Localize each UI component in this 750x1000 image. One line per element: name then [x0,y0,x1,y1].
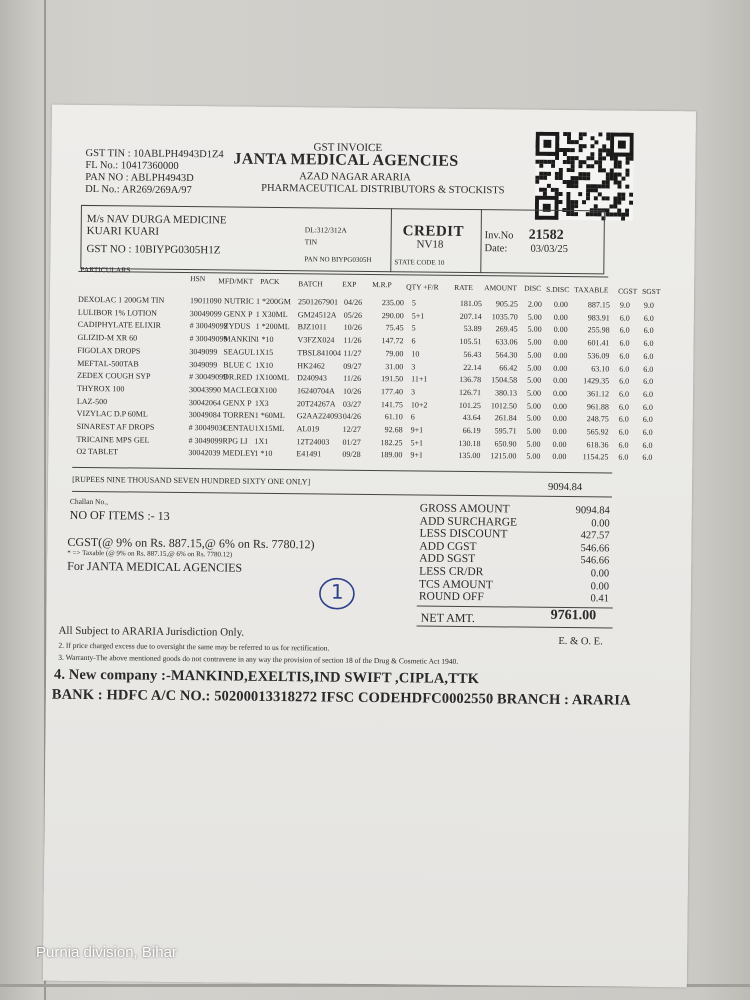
table-cell: 6.0 [643,364,654,374]
table-cell: 650.90 [494,438,517,449]
table-cell: 565.92 [586,427,609,437]
table-cell: 75.45 [385,323,404,333]
table-cell: 01/27 [342,437,361,447]
table-cell: AL019 [296,424,320,434]
table-cell: 6.0 [619,325,630,336]
col-mfd: MFD/MKT [218,276,254,286]
table-cell: 05/26 [343,310,363,320]
table-cell: 9+1 [410,425,424,435]
table-cell: 30049084 [188,410,221,420]
table-cell: 63.10 [591,363,610,373]
table-cell: SINAREST AF DROPS [76,421,155,432]
table-cell: 6.0 [619,313,630,323]
table-cell: 6.0 [619,364,630,374]
table-cell: LULIBOR 1% LOTION [77,307,157,318]
new-company-note: 4. New company :-MANKIND,EXELTIS,IND SWIFT ,CIPLA,TTK [53,666,480,688]
table-cell: 09/27 [343,361,362,371]
table-cell: 0.00 [553,299,568,310]
table-cell: 5.00 [526,452,541,462]
note-2: 2. If price charged excess due to oversight the same may be referred to us for rectification. [58,640,330,653]
total-value: 546.66 [580,555,610,567]
table-cell: 0.00 [552,452,567,462]
invoice-date: 03/03/25 [530,243,568,256]
col-particulars: PARTICULARS [80,264,131,275]
qr-code-icon [535,132,634,221]
table-cell: 1 *60ML [254,411,285,421]
table-cell: 79.00 [385,348,404,359]
table-cell: 5.00 [527,363,542,373]
table-cell: 92.68 [384,425,403,435]
total-label: ADD SGST [419,552,476,566]
table-cell: VIZYLAC D.P 60ML [76,409,148,419]
table-cell: 182.25 [380,437,403,448]
table-cell: 09/28 [342,450,361,460]
table-cell: 983.91 [587,312,610,323]
table-cell: TORREN [222,410,255,421]
table-cell: 30043990 [188,384,222,395]
table-cell: GM24512A [297,309,337,320]
table-cell: 0.00 [552,414,567,424]
table-cell: ZYDUS [223,321,251,332]
table-cell: D240943 [297,373,327,383]
table-cell: 1504.58 [491,375,518,385]
table-cell: # 30049099 [189,321,228,331]
handwritten-mark: 1 [330,579,344,604]
table-cell: 5 [411,323,416,333]
table-cell: 5.00 [526,426,541,436]
table-cell: 0.00 [552,401,567,411]
table-cell: MEDLEY [222,448,256,459]
table-cell: 5.00 [526,388,542,398]
total-value: 427.57 [580,530,610,542]
table-cell: 248.75 [586,414,609,424]
table-cell: 6.0 [619,338,630,348]
table-cell: 11/27 [343,348,362,358]
table-cell: 12/27 [342,424,361,434]
table-cell: 136.78 [459,375,482,385]
buyer-pan: PAN NO BIYPG0305H [304,255,372,264]
total-value: 0.00 [590,568,610,580]
table-cell: 618.36 [586,439,609,450]
business-type: PHARMACEUTICAL DISTRIBUTORS & STOCKISTS [261,182,505,197]
table-cell: 5 [411,298,417,308]
table-cell: 235.00 [381,298,405,308]
table-cell: BLUE C [223,359,252,370]
table-cell: 0.00 [553,337,568,348]
table-cell: 564.30 [495,350,518,360]
table-cell: 5.00 [526,413,541,424]
table-cell: GENX P [222,398,252,408]
table-cell: MANKIN [223,334,257,344]
col-hsn: HSN [190,274,206,284]
table-cell: 130.18 [458,438,481,448]
table-cell: 30042039 [188,448,221,458]
dl-no: DL No.: AR269/269A/97 [85,183,192,197]
table-cell: 11/26 [343,335,362,345]
table-cell: 3049099 [189,346,218,357]
table-cell: 126.71 [458,387,482,398]
net-amount-value: 9761.00 [550,607,597,624]
table-cell: 31.00 [385,361,404,371]
cgst-line: CGST(@ 9% on Rs. 887.15,@ 6% on Rs. 7780.12) [67,534,315,552]
table-cell: 5.00 [527,325,542,335]
table-cell: 6.0 [618,414,629,424]
table-cell: 43.64 [462,413,481,423]
table-cell: # 30049099 [189,334,228,344]
col-sgst: SGST [642,286,661,297]
table-cell: 19011090 [189,296,222,306]
table-cell: 16240704A [296,386,335,396]
table-cell: 0.00 [553,363,568,373]
table-cell: 6.0 [642,402,653,412]
table-cell: 66.19 [462,425,481,436]
totals-block [419,503,610,605]
table-cell: CADIPHYLATE ELIXIR [77,320,162,331]
fl-no: FL No.: 10417360000 [85,159,179,172]
table-cell: 56.43 [463,349,482,359]
total-value: 546.66 [580,542,610,555]
col-mrp: M.R.P [372,279,392,290]
col-cgst: CGST [618,286,638,296]
table-cell: 61.10 [384,412,403,422]
table-cell: 3 [411,361,416,371]
table-cell: 1X15 [255,347,274,357]
table-cell: # 30049099 [189,372,228,382]
table-cell: 536.09 [587,351,610,361]
table-cell: 269.45 [495,324,518,334]
table-cell: 601.41 [587,338,610,348]
table-cell: 0.00 [553,312,568,322]
table-cell: 1215.00 [490,451,517,461]
table-cell: 10/26 [342,386,362,396]
table-cell: 5.00 [527,350,542,360]
bank-details: BANK : HDFC A/C NO.: 50200013318272 IFSC CODEHDFC0002550 BRANCH : ARARIA [51,686,631,709]
total-value: 0.00 [590,580,610,593]
table-cell: 1X15ML [254,423,285,434]
table-cell: 595.71 [494,426,517,436]
total-value: 0.41 [590,593,609,605]
table-cell: 9.0 [643,300,654,310]
jurisdiction: All Subject to ARARIA Jurisdiction Only. [58,624,245,639]
table-cell: 1X1 [254,436,269,446]
table-cell: 1 *10 [255,334,274,345]
table-cell: 177.40 [380,386,404,397]
table-cell: 03/27 [342,399,362,409]
col-exp: EXP [342,279,357,289]
photo-caption: Purnia division, Bihar [36,944,177,961]
table-cell: 961.88 [586,401,609,412]
table-cell: 6.0 [618,427,629,437]
table-cell: 380.13 [494,388,518,398]
table-cell: 261.84 [494,413,517,423]
table-cell: 1154.25 [582,452,609,462]
table-cell: 5.00 [527,337,542,347]
table-cell: 6.0 [618,452,629,463]
col-batch: BATCH [298,279,323,289]
buyer-place: KUARI KUARI [86,224,160,238]
items-count: NO OF ITEMS :- 13 [69,507,170,523]
table-cell: 1 *200ML [255,322,290,332]
payment-mode: CREDIT [402,223,465,240]
table-cell: 6.0 [642,453,653,463]
amount-in-words: [RUPEES NINE THOUSAND SEVEN HUNDRED SIXTY ONE ONLY] [72,474,311,487]
total-value: 9094.84 [575,505,610,517]
buyer-name: M/s NAV DURGA MEDICINE [86,212,227,227]
invoice-paper [43,105,696,988]
table-cell: 1429.35 [583,376,610,386]
col-rate: RATE [454,282,473,293]
gst-tin: GST TIN : 10ABLPH4943D1Z4 [85,147,224,161]
table-cell: 105.51 [459,337,482,347]
col-amount: AMOUNT [484,283,518,293]
col-pack: PACK [260,276,280,287]
table-cell: E41491 [296,449,322,459]
table-cell: FIGOLAX DROPS [77,345,141,356]
table-cell: 5.00 [526,401,541,411]
table-cell: 6.0 [642,415,653,425]
table-cell: 3049099 [189,359,218,369]
table-cell: DR.RED [223,372,253,382]
table-cell: O2 TABLET [76,447,119,457]
buyer-tin: TIN [304,237,318,247]
table-cell: TRICAINE MPS GEL [76,434,150,445]
table-cell: 1 X30ML [255,309,288,319]
table-cell: NUTRIC [223,296,254,306]
pan-no: PAN NO : ABLPH4943D [85,171,194,185]
table-cell: 6.0 [643,377,654,387]
subtotal: 9094.84 [547,481,583,494]
table-cell: 101.25 [458,400,481,410]
table-cell: 66.42 [499,362,518,373]
buyer-gst: GST NO : 10BIYPG0305H1Z [86,242,221,257]
table-cell: 1012.50 [490,400,517,411]
table-cell: 6.0 [619,351,630,361]
table-cell: 207.14 [459,311,482,321]
invoice-code: NV18 [416,238,444,251]
table-cell: 2501267901 [297,297,339,307]
total-label: ROUND OFF [418,590,484,604]
table-cell: 0.00 [553,325,568,335]
table-cell: 5+1 [411,311,425,321]
total-label: ADD SURCHARGE [419,515,518,529]
total-label: LESS DISCOUNT [419,527,508,541]
table-cell: 6 [410,412,415,422]
table-cell: 147.72 [381,336,404,346]
table-cell: # 30049031 [188,423,227,433]
table-cell: GENX P [223,309,253,319]
table-cell: 6.0 [642,389,654,399]
table-cell: 12T24003 [296,436,330,447]
table-cell: 6.0 [618,389,630,399]
table-cell: 53.89 [463,324,482,334]
table-cell: 5.00 [527,312,542,322]
total-label: ADD CGST [419,540,477,553]
table-cell: 141.75 [380,399,403,409]
table-cell: 10+2 [410,399,428,410]
table-cell: 0.00 [552,426,567,437]
table-cell: 5.00 [526,439,541,449]
table-cell: 181.05 [459,298,483,309]
eoe: E. & O. E. [558,635,603,648]
total-label: LESS CR/DR [419,565,484,579]
col-disc: DISC [524,283,542,293]
table-cell: TBSL841004 [297,348,342,358]
table-cell: 11/26 [343,373,362,384]
table-cell: 1 *10 [254,449,273,459]
doc-type: GST INVOICE [313,141,383,155]
table-cell: 2.00 [527,299,543,309]
table-cell: 6.0 [642,427,653,437]
invoice-number: 21582 [528,227,564,243]
table-cell: RPG LI [222,436,248,446]
table-cell: 887.15 [587,300,610,310]
date-label: Date: [484,243,508,255]
total-value: 0.00 [591,517,610,530]
buyer-dl: DL:312/312A [304,225,347,235]
table-cell: BJZ1011 [297,322,327,332]
taxable-line: * => Taxable (@ 9% on Rs. 887.15,@ 6% on Rs. 7780.12) [67,548,233,559]
challan-no: Challan No., [69,496,109,507]
table-cell: THYROX 100 [77,383,125,394]
table-cell: # 3049099 [188,435,223,446]
table-cell: 0.00 [553,350,568,360]
table-cell: 6 [411,336,416,346]
table-cell: 30049099 [189,308,222,319]
table-cell: 6.0 [618,402,629,412]
state-code: STATE CODE 10 [394,258,445,267]
table-cell: ZEDEX COUGH SYP [77,371,151,381]
table-cell: 6.0 [643,338,654,349]
table-cell: 6.0 [643,313,654,323]
table-cell: SEAGUL [223,347,256,357]
company-address: AZAD NAGAR ARARIA [299,171,411,184]
table-cell: DEXOLAC 1 200GM TIN [77,294,165,305]
total-label: GROSS AMOUNT [419,502,510,516]
table-cell: 04/26 [343,297,363,307]
table-cell: 6.0 [619,376,630,386]
table-cell: 6.0 [618,440,629,450]
table-cell: 3 [410,387,416,397]
table-cell: GLIZID-M XR 60 [77,333,138,343]
table-cell: 633.06 [495,337,518,347]
table-cell: 30042064 [188,397,221,408]
col-taxable: TAXABLE [574,285,609,295]
table-cell: CENTAU [222,423,255,433]
table-cell: 22.14 [463,362,482,372]
table-cell: 11+1 [411,374,428,384]
table-cell: 0.00 [552,388,568,398]
net-amount-label: NET AMT. [420,610,475,626]
table-cell: 6.0 [643,351,654,361]
table-cell: 1X10 [255,360,274,370]
table-cell: 1 *200GM [255,296,291,307]
col-sdisc: S.DISC [546,284,570,295]
items-table [76,295,678,471]
table-cell: G2AA224093 [296,411,343,421]
table-cell: 255.98 [587,325,610,335]
table-cell: 1035.70 [491,311,518,322]
table-cell: 6.0 [643,326,654,336]
table-cell: 1X3 [254,398,269,408]
table-cell: LAZ-500 [76,396,108,406]
table-cell: 04/26 [342,411,362,422]
table-cell: 20T24267A [296,398,336,409]
table-cell: 1X100 [254,385,277,395]
table-cell: 135.00 [458,451,481,461]
total-label: TCS AMOUNT [418,578,493,591]
company-name: JANTA MEDICAL AGENCIES [233,150,459,170]
table-cell: 5+1 [410,438,424,448]
table-cell: 5.00 [527,375,542,385]
table-cell: 10 [411,349,420,359]
table-cell: 0.00 [552,439,567,449]
table-cell: 0.00 [553,376,568,386]
table-cell: HK2462 [297,360,325,370]
table-cell: V3FZX024 [297,335,335,345]
table-cell: 9.0 [619,300,630,310]
table-cell: 9+1 [410,450,423,460]
table-cell: 1X100ML [255,372,289,383]
table-cell: 6.0 [642,440,653,450]
table-cell: MACLEO [222,385,257,395]
table-cell: MEFTAL-500TAB [77,358,139,369]
col-qty: QTY +F/R [406,282,439,292]
table-cell: 189.00 [380,450,403,460]
for-company: For JANTA MEDICAL AGENCIES [67,558,243,575]
inv-no-label: Inv.No [484,230,514,242]
table-cell: 361.12 [586,389,610,399]
table-cell: 10/26 [343,323,362,333]
table-cell: 905.25 [495,299,519,309]
table-cell: 290.00 [381,310,404,321]
note-3: 3. Warranty-The above mentioned goods do not contravene in any way the provision of section 18 of the Drug & Cosmetic Act 1940. [58,652,459,666]
table-cell: 191.50 [381,374,404,384]
